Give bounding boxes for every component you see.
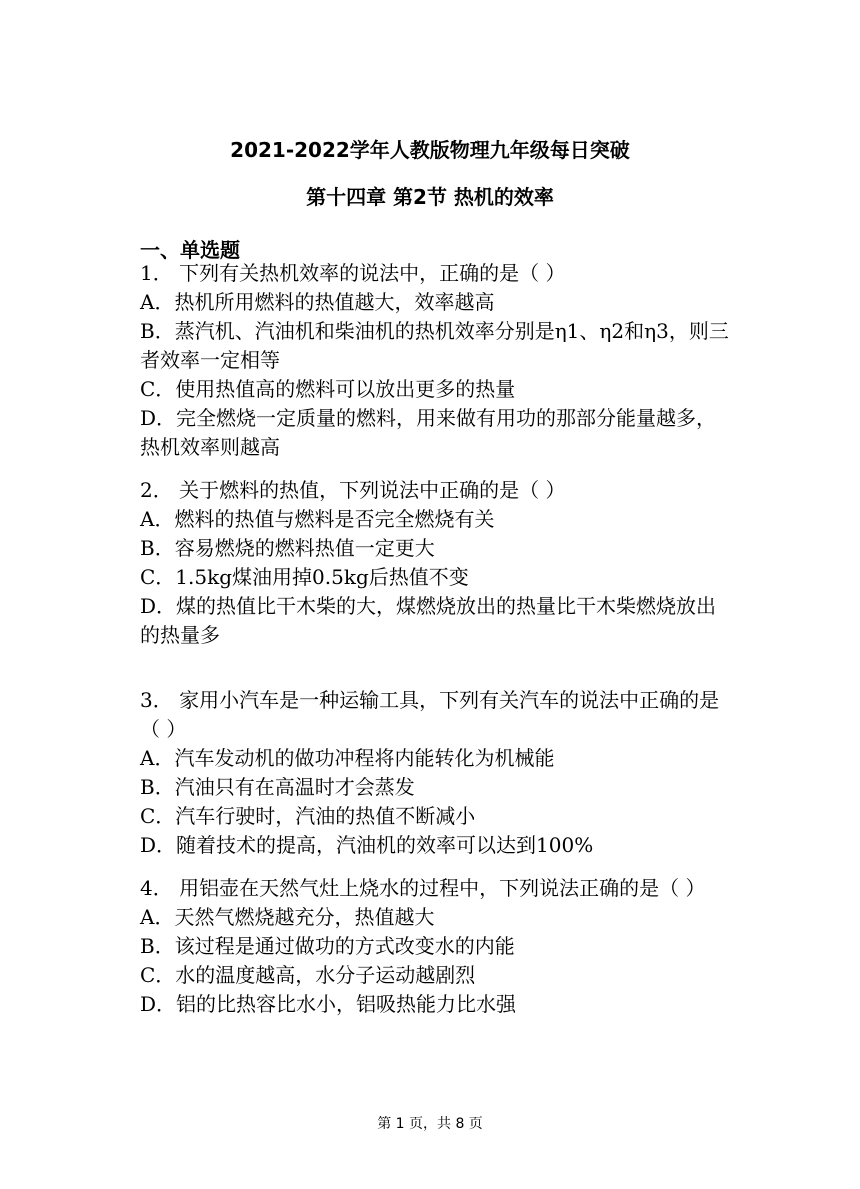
question-2 — [140, 476, 730, 650]
question-2-stem: 2． 关于燃料的热值，下列说法中正确的是（ ） — [140, 478, 566, 502]
question-4-option-d: D．铝的比热容比水小，铝吸热能力比水强 — [140, 992, 517, 1016]
question-1-option-b: B．蒸汽机、汽油机和柴油机的热机效率分别是η1、η2和η3，则三者效率一定相等 — [140, 319, 729, 372]
question-1-option-a: A．热机所用燃料的热值越大，效率越高 — [140, 290, 495, 314]
question-4-option-a: A．天然气燃烧越充分，热值越大 — [140, 905, 435, 929]
question-1 — [140, 259, 730, 462]
question-4 — [140, 874, 730, 1019]
question-3-option-b: B．汽油只有在高温时才会蒸发 — [140, 775, 415, 799]
question-2-option-b: B．容易燃烧的燃料热值一定更大 — [140, 536, 435, 560]
question-3-option-d: D．随着技术的提高，汽油机的效率可以达到100% — [140, 833, 594, 857]
question-1-option-d: D．完全燃烧一定质量的燃料，用来做有用功的那部分能量越多，热机效率则越高 — [140, 406, 717, 459]
page-footer: 第 1 页，共 8 页 — [377, 1116, 483, 1132]
question-3-option-a: A．汽车发动机的做功冲程将内能转化为机械能 — [140, 746, 555, 770]
question-4-option-c: C．水的温度越高，水分子运动越剧烈 — [140, 963, 476, 987]
document-title: 2021-2022学年人教版物理九年级每日突破 — [230, 138, 630, 162]
chapter-subtitle: 第十四章 第2节 热机的效率 — [306, 185, 554, 209]
question-4-option-b: B．该过程是通过做功的方式改变水的内能 — [140, 934, 515, 958]
question-3-option-c: C．汽车行驶时，汽油的热值不断减小 — [140, 804, 476, 828]
question-3 — [140, 686, 730, 860]
question-3-stem: 3． 家用小汽车是一种运输工具，下列有关汽车的说法中正确的是（ ） — [140, 688, 720, 741]
section-heading: 一、单选题 — [140, 238, 240, 262]
question-1-stem: 1． 下列有关热机效率的说法中，正确的是（ ） — [140, 261, 566, 285]
question-2-option-c: C．1.5kg煤油用掉0.5kg后热值不变 — [140, 565, 469, 589]
question-1-option-c: C．使用热值高的燃料可以放出更多的热量 — [140, 377, 516, 401]
question-2-option-a: A．燃料的热值与燃料是否完全燃烧有关 — [140, 507, 495, 531]
question-2-option-d: D．煤的热值比干木柴的大，煤燃烧放出的热量比干木柴燃烧放出的热量多 — [140, 594, 717, 647]
question-4-stem: 4． 用铝壶在天然气灶上烧水的过程中，下列说法正确的是（ ） — [140, 876, 706, 900]
